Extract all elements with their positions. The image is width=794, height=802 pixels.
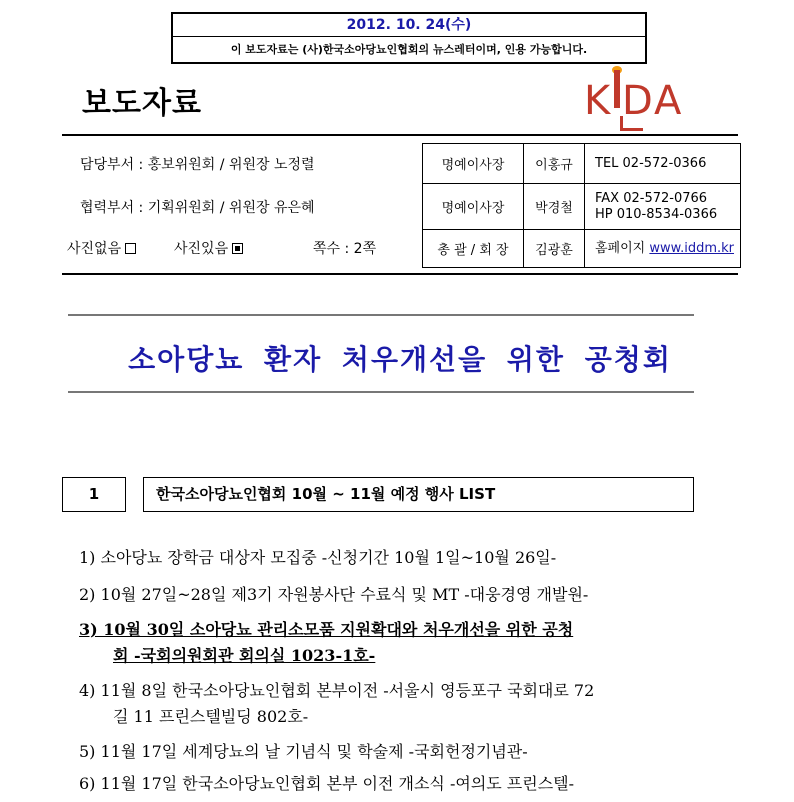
press-info-box (171, 12, 647, 64)
contact-role: 명예이사장 (423, 184, 524, 230)
headline-title: 소아당뇨 환자 처우개선을 위한 공청회 (128, 343, 672, 376)
table-row (423, 184, 741, 230)
list-item: 5) 11월 17일 세계당뇨의 날 기념식 및 학술제 -국회헌정기념관- (79, 742, 528, 761)
contact-role: 명예이사장 (423, 144, 524, 184)
document-type-title: 보도자료 (82, 86, 202, 121)
list-item: 2) 10월 27일~28일 제3기 자원봉사단 수료식 및 MT -대웅경영 개발원- (79, 585, 589, 604)
list-item: 6) 11월 17일 한국소아당뇨인협회 본부 이전 개소식 -여의도 프린스텔- (79, 774, 575, 793)
checkbox-checked-icon (232, 243, 243, 254)
logo-letter-a: A (654, 78, 682, 124)
headline-rule-bottom (68, 391, 694, 393)
citation-notice: 이 보도자료는 (사)한국소아당뇨인협회의 뉴스레터이며, 인용 가능합니다. (230, 43, 588, 56)
table-row (423, 230, 741, 268)
photo-yes-option (174, 238, 243, 258)
contact-name: 이홍규 (524, 144, 585, 184)
contact-fax: FAX 02-572-0766 (595, 190, 708, 206)
list-item: 1) 소아당뇨 장학금 대상자 모집중 -신청기간 10월 1일~10월 26일- (79, 548, 557, 567)
contact-fax-hp (585, 184, 741, 230)
contact-phone: TEL 02-572-0366 (585, 144, 741, 184)
table-row (423, 144, 741, 184)
logo-letter-d: D (622, 78, 653, 124)
logo-letter-k: K (584, 78, 611, 124)
logo-underline (620, 116, 643, 131)
checkbox-empty-icon (125, 243, 136, 254)
section-number: 1 (62, 477, 126, 512)
headline-rule-top (68, 314, 694, 316)
contact-table (422, 143, 741, 268)
homepage-label: 홈페이지 (595, 240, 650, 256)
contact-hp: HP 010-8534-0366 (595, 206, 718, 222)
list-item-highlight: 3) 10월 30일 소아당뇨 관리소모품 지원확대와 처우개선을 위한 공청 (79, 620, 574, 639)
cooperating-dept: 협력부서 : 기획위원회 / 위원장 유은혜 (80, 200, 315, 216)
kida-logo (584, 66, 696, 130)
homepage-link[interactable]: www.iddm.kr (649, 240, 734, 256)
header-divider-top (62, 134, 738, 136)
list-item: 4) 11월 8일 한국소아당뇨인협회 본부이전 -서울시 영등포구 국회대로 72 (79, 681, 595, 700)
release-date: 2012. 10. 24(수) (173, 14, 645, 37)
contact-role: 총 괄 / 회 장 (423, 230, 524, 268)
photo-yes-label: 사진있음 (174, 241, 229, 257)
contact-name: 박경철 (524, 184, 585, 230)
dept-in-charge: 담당부서 : 홍보위원회 / 위원장 노정렬 (80, 157, 315, 173)
photo-none-option (67, 238, 136, 258)
contact-name: 김광훈 (524, 230, 585, 268)
header-divider-bottom (62, 273, 738, 275)
page-count: 쪽수 : 2쪽 (313, 241, 377, 257)
logo-letter-i (614, 70, 620, 108)
list-item-cont: 길 11 프린스텔빌딩 802호- (113, 707, 309, 726)
photo-none-label: 사진없음 (67, 241, 122, 257)
contact-homepage (585, 230, 741, 268)
section-title: 한국소아당뇨인협회 10월 ~ 11월 예정 행사 LIST (143, 477, 694, 512)
list-item-highlight-cont: 회 -국회의원회관 회의실 1023-1호- (113, 646, 376, 665)
